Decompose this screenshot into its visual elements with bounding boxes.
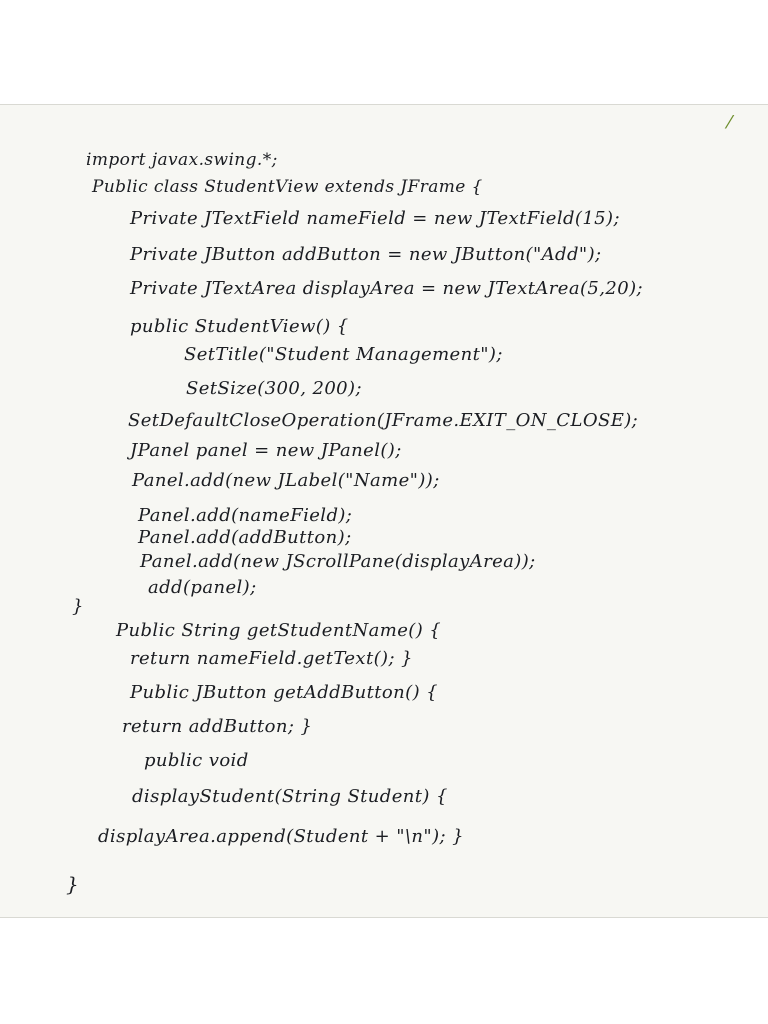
code-line-close-operation: SetDefaultCloseOperation(JFrame.EXIT_ON_CLOSE); xyxy=(128,410,639,431)
code-line-class: Public class StudentView extends JFrame { xyxy=(92,177,483,197)
code-line-append: displayArea.append(Student + "\n"); } xyxy=(98,826,464,847)
code-line-panel-scroll-pane: Panel.add(new JScrollPane(displayArea)); xyxy=(140,551,536,572)
code-line-set-size: SetSize(300, 200); xyxy=(186,378,362,399)
code-line-display-area: Private JTextArea displayArea = new JTextArea(5,20); xyxy=(130,278,643,299)
code-line-return-add-button: return addButton; } xyxy=(122,716,313,737)
code-line-display-student: displayStudent(String Student) { xyxy=(132,786,448,807)
code-line-add-button: Private JButton addButton = new JButton("Add"); xyxy=(130,244,602,265)
code-line-get-student-name: Public String getStudentName() { xyxy=(116,620,442,641)
code-line-import: import javax.swing.*; xyxy=(86,150,278,170)
pen-mark: ⁄ xyxy=(728,112,732,133)
code-line-get-add-button: Public JButton getAddButton() { xyxy=(130,682,438,703)
code-line-panel-name-field: Panel.add(nameField); xyxy=(138,505,353,526)
code-line-public-void: public void xyxy=(144,750,249,771)
code-line-name-field: Private JTextField nameField = new JTextField(15); xyxy=(130,208,620,229)
code-line-panel-add-button: Panel.add(addButton); xyxy=(138,527,352,548)
code-line-return-name: return nameField.getText(); } xyxy=(130,648,413,669)
code-line-close-class: } xyxy=(66,872,80,896)
code-line-set-title: SetTitle("Student Management"); xyxy=(184,344,503,365)
code-line-add-panel: add(panel); xyxy=(148,577,257,598)
code-line-panel: JPanel panel = new JPanel(); xyxy=(130,440,402,461)
code-line-constructor: public StudentView() { xyxy=(130,316,349,337)
code-line-panel-label: Panel.add(new JLabel("Name")); xyxy=(132,470,440,491)
code-line-close-constructor: } xyxy=(72,596,84,617)
